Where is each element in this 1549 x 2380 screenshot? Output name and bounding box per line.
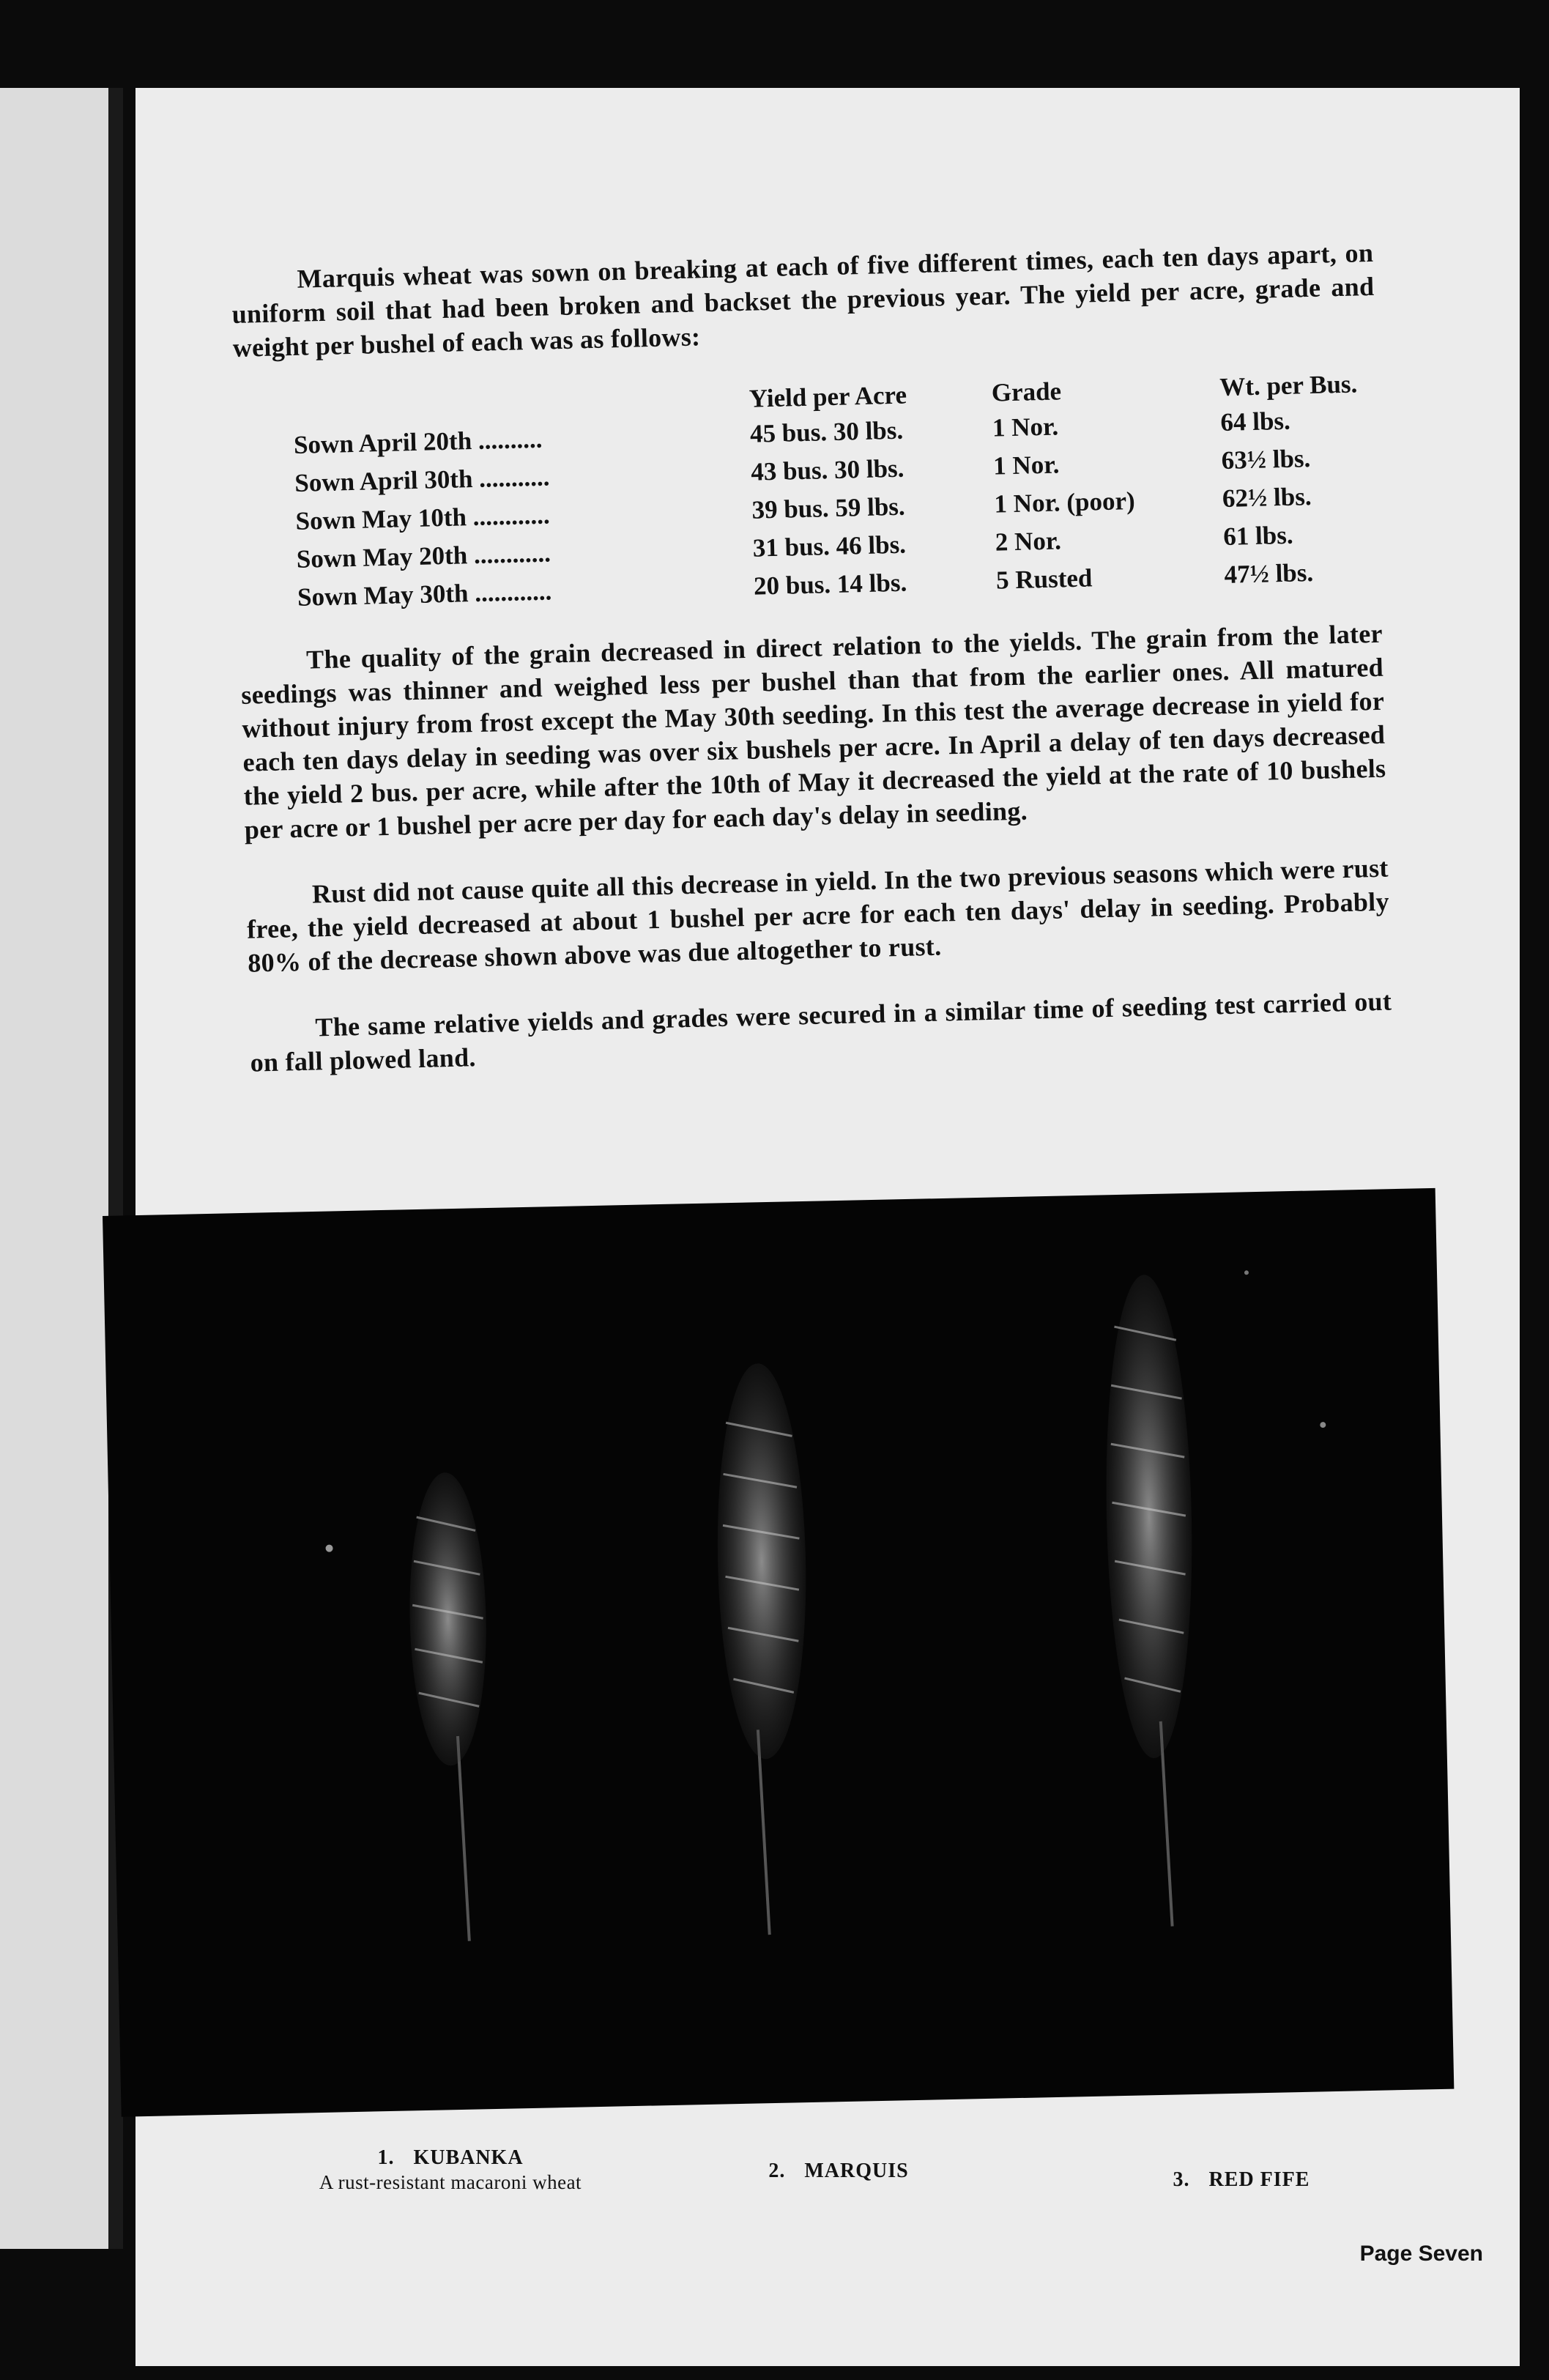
paragraph-quality: The quality of the grain decreased in direct relation to the yields. The grain from the later seedings was thinner and weighed less per bushel than that from the earlier ones. All matured without injury from frost except the May 30th seeding. In this test the average decrease in yield for each ten days delay in seeding was over six bushels per acre. In April a delay of ten days decreased the yield 2 bus. per acre, while after the 10th of May it decreased the yield at the rate of 10 bushels per acre or 1 bushel per acre per day for each day's delay in seeding. [240,618,1386,845]
caption-subtitle: A rust-resistant macaroni wheat [319,2171,582,2193]
caption-marquis [721,2160,956,2183]
wheat-photo-illustration [103,1188,1454,2117]
table-header-cell: Yield per Acre [749,380,907,413]
table-cell-yield: 31 bus. 46 lbs. [752,530,907,563]
table-cell-grade: 5 Rusted [995,563,1093,595]
table-cell-weight: 61 lbs. [1222,520,1294,551]
table-cell-sown: Sown April 30th ........... [294,462,550,497]
caption-name: MARQUIS [804,2160,909,2182]
paragraph-rust: Rust did not cause quite all this decrease in yield. In the two previous seasons which were rust free, the yield decreased at about 1 bushel per acre for each ten days' delay in seeding. Probably 80% of the decrease shown above was due altogether to rust. [246,853,1390,978]
table-cell-sown: Sown April 20th .......... [293,424,543,459]
page-number-label: Page Seven [1359,2242,1483,2266]
table-cell-yield: 45 bus. 30 lbs. [749,415,904,448]
table-cell-sown: Sown May 20th ............ [296,538,551,574]
caption-number: 1. [377,2146,395,2169]
caption-name: RED FIFE [1208,2168,1310,2191]
photo-captions [135,2139,1520,2242]
caption-number: 3. [1173,2168,1190,2191]
caption-number: 2. [768,2160,786,2182]
table-cell-yield: 20 bus. 14 lbs. [753,568,907,601]
wheat-head-kubanka [406,1472,492,1942]
table-cell-yield: 43 bus. 30 lbs. [750,453,904,486]
table-cell-sown: Sown May 30th ............ [297,577,552,612]
table-cell-weight: 63½ lbs. [1221,444,1311,475]
paragraph-intro: Marquis wheat was sown on breaking at each of five different times, each ten days apart, on uniform soil that had been broken and backset the previous year. The yield per acre, grade and weight per bushel of each was as follows: [231,237,1375,363]
table-header-cell: Wt. per Bus. [1219,369,1358,402]
table-cell-sown: Sown May 10th ............ [295,500,551,535]
wheat-heads-photograph [103,1188,1454,2117]
table-cell-weight: 64 lbs. [1219,406,1291,437]
table-header-cell: Grade [991,377,1062,407]
text-block [231,236,1394,1112]
wheat-head-red-fife [1102,1274,1200,1927]
table-cell-grade: 2 Nor. [995,526,1062,557]
table-cell-weight: 47½ lbs. [1224,558,1314,589]
caption-name: KUBANKA [413,2146,524,2169]
table-cell-grade: 1 Nor. [992,412,1059,442]
paragraph-fall-plowed: The same relative yields and grades were secured in a similar time of seeding test carried out on fall plowed land. [250,986,1392,1078]
table-cell-yield: 39 bus. 59 lbs. [751,492,906,524]
wheat-head-marquis [713,1363,813,1935]
table-cell-weight: 62½ lbs. [1222,482,1312,514]
caption-red-fife [1095,2168,1388,2192]
yield-table [292,369,1381,621]
document-page [135,88,1520,2366]
table-cell-grade: 1 Nor. [992,450,1060,481]
left-page-margin [0,88,121,2249]
table-header-cell [293,407,749,418]
caption-kubanka [245,2146,655,2194]
table-cell-grade: 1 Nor. (poor) [994,486,1136,519]
